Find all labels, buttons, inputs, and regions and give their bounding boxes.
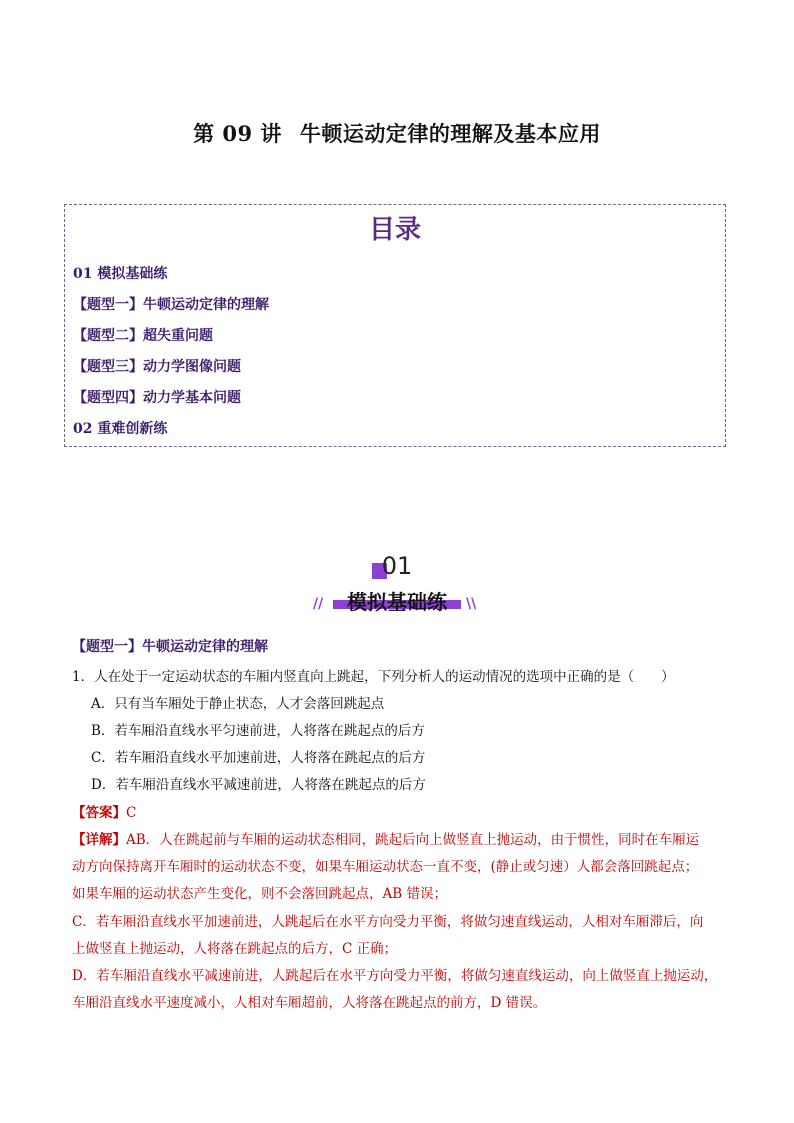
explanation-label: 【详解】 xyxy=(72,832,126,848)
toc-item-type-2[interactable]: 【题型二】超失重问题 xyxy=(73,328,213,344)
explanation-text-1: AB．人在跳起前与车厢的运动状态相同，跳起后向上做竖直上抛运动，由于惯性，同时在车厢运 xyxy=(126,832,700,848)
toc-item-type-4[interactable]: 【题型四】动力学基本问题 xyxy=(73,390,241,406)
section-number: 01 xyxy=(381,552,413,580)
question-stem: 1．人在处于一定运动状态的车厢内竖直向上跳起，下列分析人的运动情况的选项中正确的是（ ） xyxy=(72,669,675,685)
toc-item-section-02[interactable]: 02 重难创新练 xyxy=(73,421,168,437)
answer-label: 【答案】 xyxy=(72,805,126,821)
explanation-line-4: C．若车厢沿直线水平加速前进，人跳起后在水平方向受力平衡，将做匀速直线运动，人相对车厢滞后，向 xyxy=(72,914,704,930)
lecture-number: 第 09 讲 xyxy=(193,121,282,146)
option-a: A．只有当车厢处于静止状态，人才会落回跳起点 xyxy=(91,696,385,712)
toc-heading: 目录 xyxy=(368,215,421,245)
option-d: D．若车厢沿直线水平减速前进，人将落在跳起点的后方 xyxy=(91,777,426,793)
explanation-line-6: D．若车厢沿直线水平减速前进，人跳起后在水平方向受力平衡，将做匀速直线运动，向上做竖直上抛运动， xyxy=(72,968,718,984)
toc-item-type-3[interactable]: 【题型三】动力学图像问题 xyxy=(73,359,241,375)
left-slash-decoration: // xyxy=(313,596,324,612)
option-c: C．若车厢沿直线水平加速前进，人将落在跳起点的后方 xyxy=(91,750,426,766)
option-b: B．若车厢沿直线水平匀速前进，人将落在跳起点的后方 xyxy=(91,723,425,739)
explanation-line-1 xyxy=(72,830,699,850)
question-type-heading: 【题型一】牛顿运动定律的理解 xyxy=(72,639,268,655)
explanation-line-3: 如果车厢的运动状态产生变化，则不会落回跳起点，AB 错误； xyxy=(72,886,447,902)
explanation-line-5: 上做竖直上抛运动，人将落在跳起点的后方，C 正确； xyxy=(72,941,398,957)
section-title: 模拟基础练 xyxy=(347,590,447,614)
toc-item-type-1[interactable]: 【题型一】牛顿运动定律的理解 xyxy=(73,297,269,313)
lecture-topic: 牛顿运动定律的理解及基本应用 xyxy=(299,121,601,146)
table-of-contents xyxy=(64,204,726,447)
explanation-line-2: 动方向保持离开车厢时的运动状态不变，如果车厢运动状态一直不变，(静止或匀速）人都会落回跳起点； xyxy=(72,859,699,875)
right-slash-decoration: \\ xyxy=(466,596,477,612)
toc-item-section-01[interactable]: 01 模拟基础练 xyxy=(73,266,168,282)
answer-value: C xyxy=(126,805,137,821)
answer-line xyxy=(72,803,136,823)
page-title xyxy=(0,118,794,148)
explanation-line-7: 车厢沿直线水平速度减小，人相对车厢超前，人将落在跳起点的前方，D 错误。 xyxy=(72,995,547,1011)
